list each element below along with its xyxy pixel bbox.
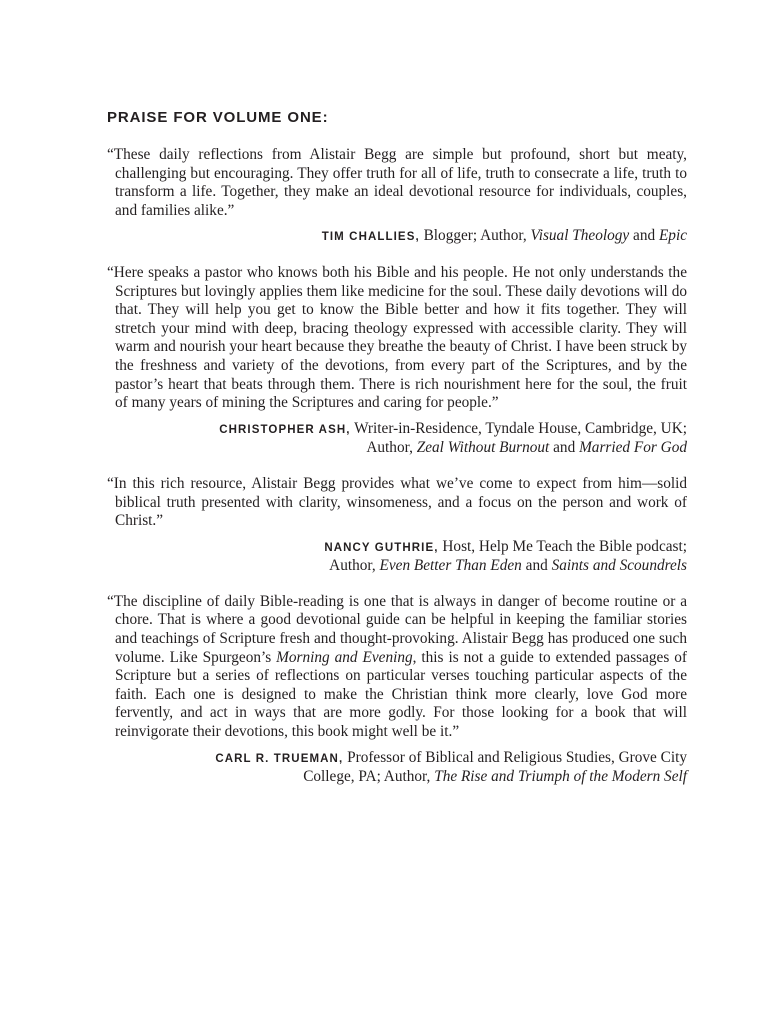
endorsement-trueman [107, 593, 687, 787]
endorser-role: Writer-in-Residence, Tyndale House, Cambridge, UK; [350, 419, 687, 437]
quote-text: “The discipline of daily Bible-reading is one that is always in danger of become routine or a chore. That is where a good devotional guide can be helpful in keeping the familiar stories and teachings of Scripture fresh and thought-provoking. Alistair Begg has produced one such volume. Like Spurgeon’s [107, 592, 687, 666]
page-heading: PRAISE FOR VOLUME ONE: [107, 109, 329, 126]
book-title: Saints and Scoundrels [551, 557, 687, 575]
book-title: Visual Theology [530, 227, 630, 245]
conjunction: and [521, 557, 552, 575]
endorsement-attribution [107, 538, 687, 576]
conjunction: and [629, 227, 659, 245]
endorsement-guthrie [107, 475, 687, 576]
endorsement-ash [107, 264, 687, 458]
book-title: Even Better Than Eden [379, 557, 522, 575]
praise-page [107, 108, 687, 804]
endorser-name: CARL R. TRUEMAN, [215, 752, 344, 765]
endorser-name: TIM CHALLIES, [321, 231, 420, 244]
endorser-role: College, PA; Author, [303, 768, 435, 786]
book-title: The Rise and Triumph of the Modern Self [434, 768, 687, 786]
endorsement-attribution [107, 227, 687, 247]
endorser-role: Author, [366, 439, 417, 457]
quote-text: , this is not a guide to extended passages of Scripture but a series of reflections on particular verses touching particular aspects of the faith. Each one is designed to make the Christian think more clearly, love God more fervently, and act in ways that are more godly. For those looking for a book that will reinvigorate their devotions, this book might well be it.” [115, 648, 687, 741]
endorsement-challies [107, 146, 687, 247]
conjunction: and [549, 439, 580, 457]
endorser-role: Author, [329, 557, 380, 575]
endorsement-attribution [107, 749, 687, 787]
quote-book-title: Morning and Evening [276, 648, 413, 666]
endorsement-quote: “In this rich resource, Alistair Begg provides what we’ve come to expect from him—solid biblical truth presented with clarity, winsomeness, and a focus on the person and work of Christ.” [107, 474, 687, 530]
endorsement-quote [107, 593, 687, 742]
book-title: Epic [658, 227, 687, 245]
endorsement-quote: “These daily reflections from Alistair Begg are simple but profound, short but meaty, challenging but encouraging. They offer truth for all of life, truth to consecrate a life, truth to transform a life. Together, they make an ideal devotional resource for individuals, couples, and families alike.” [107, 146, 687, 219]
endorser-role: Host, Help Me Teach the Bible podcast; [438, 537, 687, 555]
endorser-role: Blogger; Author, [419, 227, 531, 245]
endorser-name: CHRISTOPHER ASH, [219, 423, 351, 436]
endorsement-attribution [107, 420, 687, 458]
book-title: Zeal Without Burnout [416, 439, 550, 457]
endorsement-quote: “Here speaks a pastor who knows both his Bible and his people. He not only understands the Scriptures but lovingly applies them like medicine for the soul. These daily devotions will do that. They will help you get to know the Bible better and how it fits together. They will stretch your mind with deep, bracing theology expressed with accessible clarity. They will warm and nourish your heart because they breathe the beauty of Christ. I have been struck by the freshness and variety of the devotions, from every part of the Scriptures, and by the pastor’s heart that beats through them. There is rich nourishment here for the soul, the fruit of many years of mining the Scriptures and caring for people.” [107, 263, 687, 412]
endorser-role: Professor of Biblical and Religious Studies, Grove City [343, 748, 687, 766]
endorser-name: NANCY GUTHRIE, [324, 541, 439, 554]
book-title: Married For God [579, 439, 687, 457]
